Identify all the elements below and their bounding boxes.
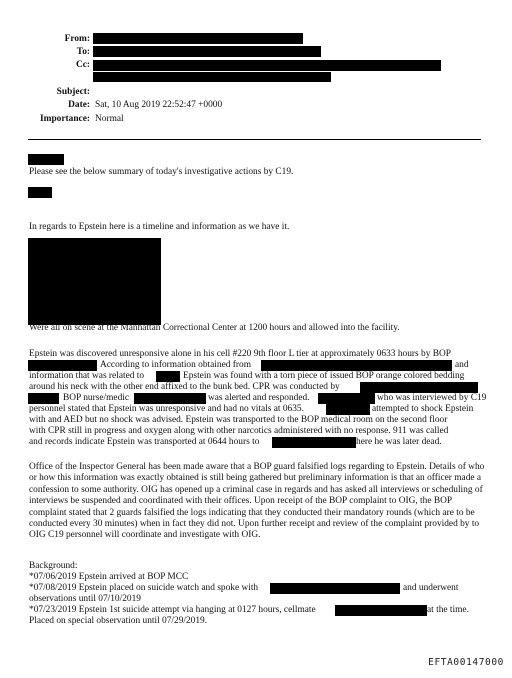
background-item-1: *07/06/2019 Epstein arrived at BOP MCC: [29, 572, 189, 582]
header-divider: [28, 139, 481, 140]
p2-line-8: with CPR still in progress and oxygen along with other narcotics administered with no response. 911 was called: [29, 426, 449, 436]
p2-line-7: with and AED but no shock was advised. Epstein was transported to the BOP medical room on the second floor: [29, 415, 448, 425]
background-item-2b: and underwent: [403, 583, 459, 593]
background-item-2a: *07/08/2019 Epstein placed on suicide watch and spoke with: [29, 583, 259, 593]
p2-redaction-9: [272, 437, 356, 448]
cc-label: Cc:: [75, 60, 90, 70]
p2-redaction-6: [134, 393, 206, 404]
oig-paragraph: Office of the Inspector General has been made aware that a BOP guard falsified logs regarding to Epstein. Details of who or how this information was exactly obtained is still being gathered but preliminary information is that an officer made a confession to some authority. OIG has opened up a criminal case in regards and has asked all interviews or scheduling of interviews be suspended and coordinated with their offices. Upon receipt of the BOP complaint to OIG, the BOP complaint stated that 2 guards falsified the logs indicating that they conducted their mandatory rounds (which are to be conducted every 30 minutes) when in fact they did not. Upon further receipt and review of the complaint provided by to OIG C19 personnel will coordinate and investigate with OIG.: [29, 462, 485, 541]
subject-label: Subject:: [56, 87, 90, 97]
cc-redaction-1: [93, 60, 441, 71]
p2-line-9b: here he was later dead.: [356, 437, 442, 447]
p2-redaction-8: [326, 404, 370, 415]
background-item-3c: Placed on special observation until 07/29/2019.: [29, 616, 208, 626]
to-redaction: [93, 46, 321, 57]
p2-line-6b: attempted to shock Epstein: [372, 404, 474, 414]
p2-line-6a: personnel stated that Epstein was unresponsive and had no vitals at 0635.: [29, 404, 304, 414]
from-redaction: [93, 33, 303, 44]
p2-line-5c: who was interviewed by C19: [377, 393, 487, 403]
on-scene-text: Were all on scene at the Manhattan Correctional Center at 1200 hours and allowed into the facility.: [29, 323, 400, 333]
p2-redaction-1: [28, 360, 97, 371]
background-item-3b: at the time.: [427, 605, 469, 615]
from-label: From:: [64, 34, 90, 44]
p2-redaction-5: [28, 393, 59, 404]
intro-text: Please see the below summary of today's investigative actions by C19.: [29, 167, 294, 177]
date-label: Date:: [68, 100, 90, 110]
p2-line-5a: BOP nurse/medic: [63, 393, 130, 403]
background-item-3a: *07/23/2019 Epstein 1st suicide attempt via hanging at 0127 hours, cellmate: [29, 605, 316, 615]
bg-redaction-1: [270, 583, 400, 594]
salutation-redaction: [28, 187, 52, 198]
p2-line-3a: information that was related to: [29, 371, 145, 381]
cc-redaction-2: [93, 72, 331, 82]
to-label: To:: [76, 47, 90, 57]
background-item-2c: observations until 07/10/2019: [29, 594, 141, 604]
timeline-intro: In regards to Epstein here is a timeline and information as we have it.: [29, 222, 290, 232]
p2-line-3b: Epstein was found with a torn piece of issued BOP orange colored bedding: [183, 371, 465, 381]
p2-line-4: around his neck with the other end affixed to the bunk bed. CPR was conducted by: [29, 382, 340, 392]
importance-value: Normal: [95, 114, 124, 124]
p2-redaction-4: [360, 382, 478, 393]
p2-line-9a: and records indicate Epstein was transported at 0644 hours to: [29, 437, 260, 447]
p2-line-2b: and: [455, 360, 469, 370]
bg-redaction-2: [335, 605, 427, 616]
greeting-redaction: [28, 154, 64, 165]
background-label: Background:: [29, 561, 78, 571]
p2-line-5b: was alerted and responded.: [208, 393, 310, 403]
p2-redaction-3: [156, 371, 180, 382]
document-id: EFTA00147000: [428, 656, 504, 668]
p2-line-2a: According to information obtained from: [100, 360, 252, 370]
large-redaction-block: [28, 238, 161, 325]
date-value: Sat, 10 Aug 2019 22:52:47 +0000: [95, 100, 223, 110]
p2-line-1: Epstein was discovered unresponsive alone in his cell #220 9th floor L tier at approximately 0633 hours by BOP: [29, 349, 451, 359]
importance-label: Importance:: [40, 114, 90, 124]
p2-redaction-2: [261, 360, 452, 371]
p2-redaction-7: [318, 393, 375, 404]
